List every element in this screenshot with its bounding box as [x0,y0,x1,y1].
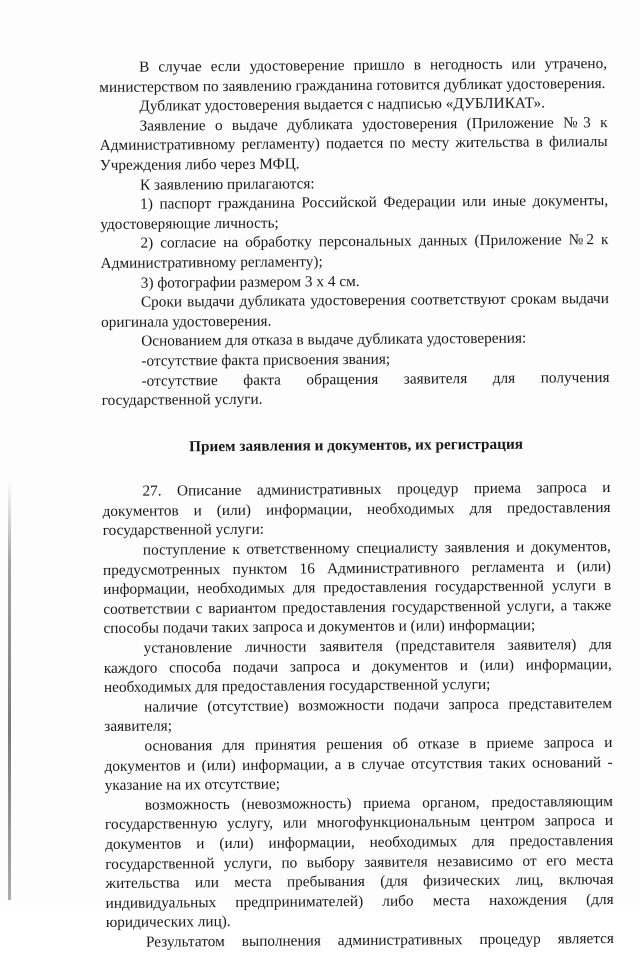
section-heading: Прием заявления и документов, их регистрация [189,435,524,455]
paragraph-application-submission: Заявление о выдаче дубликата удостоверения (Приложение №3 к Административному регламенту) подается по месту жительства в филиалы Учреждения либо через МФЦ. [99,113,608,174]
list-item-no-title: -отсутствие факта присвоения звания; [141,350,391,370]
list-item-consent: 2) согласие на обработку персональных данных (Приложение №2 к Административному регламенту); [100,231,609,272]
paragraph-extraterritorial: возможность (невозможность) приема органом, предоставляющим государственную услугу, или многофункциональным центром запроса и документов и (или) информации, необходимых для предоставления государственной услуги, по выбору заявителя независимо от его места жительства или места пребывания (для физических лиц, включая индивидуальных предпринимателей) либо места нахождения (для юридических лиц). [104,792,614,932]
document-body [99,54,614,952]
paragraph-27-description: 27. Описание административных процедур приема запроса и документов и (или) информации, необходимых для предоставления государственной услуги: [102,479,611,540]
list-item-no-request: -отсутствие факта обращения заявителя для получения государственной услуги. [101,368,610,410]
paragraph-refusal-decision: основания для принятия решения об отказе в приеме запроса и документов и (или) информации, а в случае отсутствия таких оснований - указание на их отсутствие; [104,733,613,795]
paragraph-issue-terms: Сроки выдачи дубликата удостоверения соответствуют срокам выдачи оригинала удостоверения. [101,290,609,331]
scan-edge-shadow [8,480,11,900]
list-item-photos: 3) фотографии размером 3 х 4 см. [140,272,360,292]
paragraph-identity: установление личности заявителя (представителя заявителя) для каждого способа подачи запроса и документов и (или) информации, необходимых для предоставления государственной услуги; [103,636,612,697]
paragraph-receipt: поступление к ответственному специалисту заявления и документов, предусмотренных пунктом 16 Административного регламента и (или) информации, необходимых для предоставления государственной услуги в соответствии с вариантом предоставления государственной услуги, а также способы подачи таких запроса и документов и (или) информации; [102,538,612,638]
paragraph-duplicate-issue: В случае если удостоверение пришло в негодность или утрачено, министерством по заявлению гражданина готовится дубликат удостоверения. [99,55,608,96]
paragraph-representative: наличие (отсутствие) возможности подачи запроса представителем заявителя; [104,694,613,736]
paragraph-result: Результатом выполнения административных процедур является [145,929,614,951]
paragraph-attachments-intro: К заявлению прилагаются: [139,174,315,194]
paragraph-duplicate-mark: Дубликат удостоверения выдается с надписью «ДУБЛИКАТ». [139,94,546,115]
list-item-passport: 1) паспорт гражданина Российской Федерации или иные документы, удостоверяющие личность; [100,192,609,233]
paragraph-refusal-grounds: Основанием для отказа в выдаче дубликата удостоверения: [141,329,527,350]
